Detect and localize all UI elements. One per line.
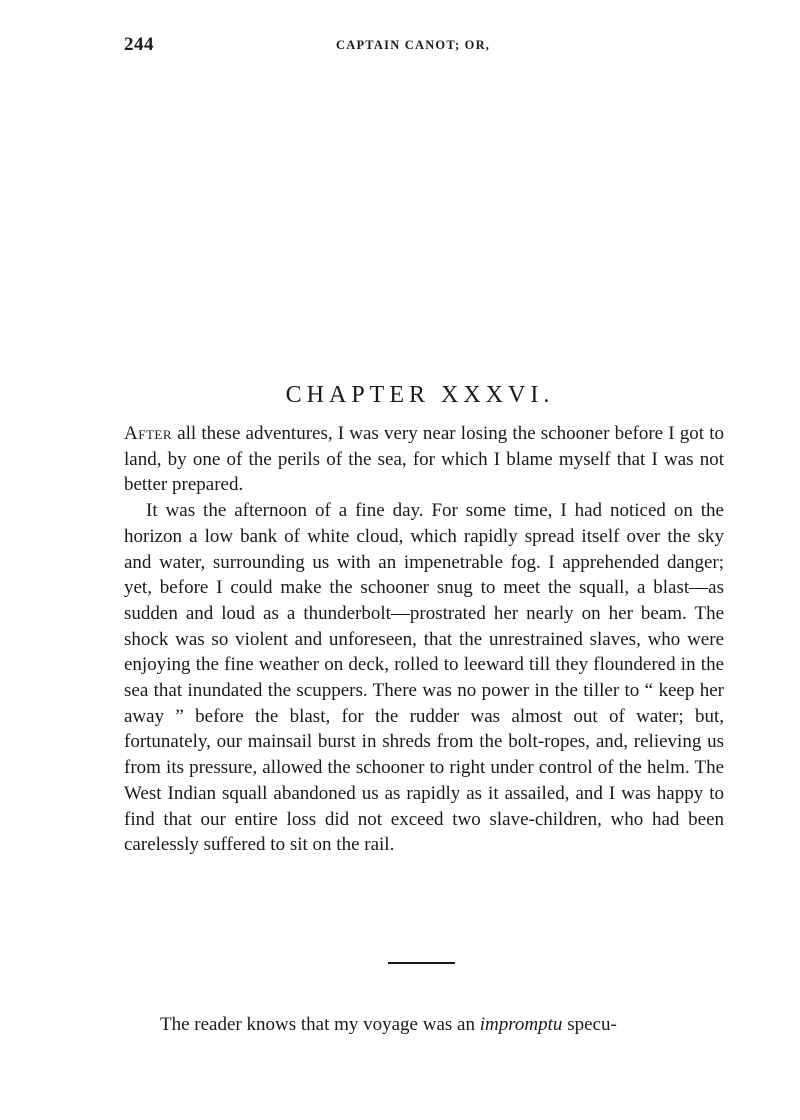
running-head [124,34,724,56]
chapter-heading: CHAPTER XXXVI. [285,381,555,408]
paragraph-1 [124,421,724,498]
page-number: 244 [124,34,154,55]
paragraph-1-text: all these adventures, I was very near losing the schooner before I got to land, by one of the perils of the sea, for which I blame myself that I was not better prepared. [124,423,724,496]
paragraph-2: It was the afternoon of a fine day. For some time, I had noticed on the horizon a low bank of white cloud, which rapidly spread itself over the sky and water, surrounding us with an impenetrable fog. I apprehended danger; yet, before I could make the schooner snug to meet the squall, a blast—as sudden and loud as a thunderbolt—prostrated her nearly on her beam. The shock was so violent and unforeseen, that the unrestrained slaves, who were enjoying the fine weather on deck, rolled to leeward till they floundered in the sea that inundated the scuppers. There was no power in the tiller to “ keep her away ” before the blast, for the rudder was almost out of water; but, fortunately, our mainsail burst in shreds from the bolt-ropes, and, relieving us from its pressure, allowed the schooner to right under control of the helm. The West Indian squall abandoned us as rapidly as it assailed, and I was happy to find that our entire loss did not exceed two slave-children, who had been carelessly suffered to sit on the rail. [124,500,724,856]
section-divider [388,962,455,964]
chapter-body [124,421,724,858]
paragraph-3-text-before: The reader knows that my voyage was an [160,1014,480,1035]
paragraph-3-emphasis: impromptu [479,1014,563,1035]
paragraph-3 [124,1012,724,1038]
running-title: CAPTAIN CANOT; OR, [336,38,491,52]
lead-word: After [124,423,173,444]
paragraph-3-text-after: specu- [562,1014,617,1035]
